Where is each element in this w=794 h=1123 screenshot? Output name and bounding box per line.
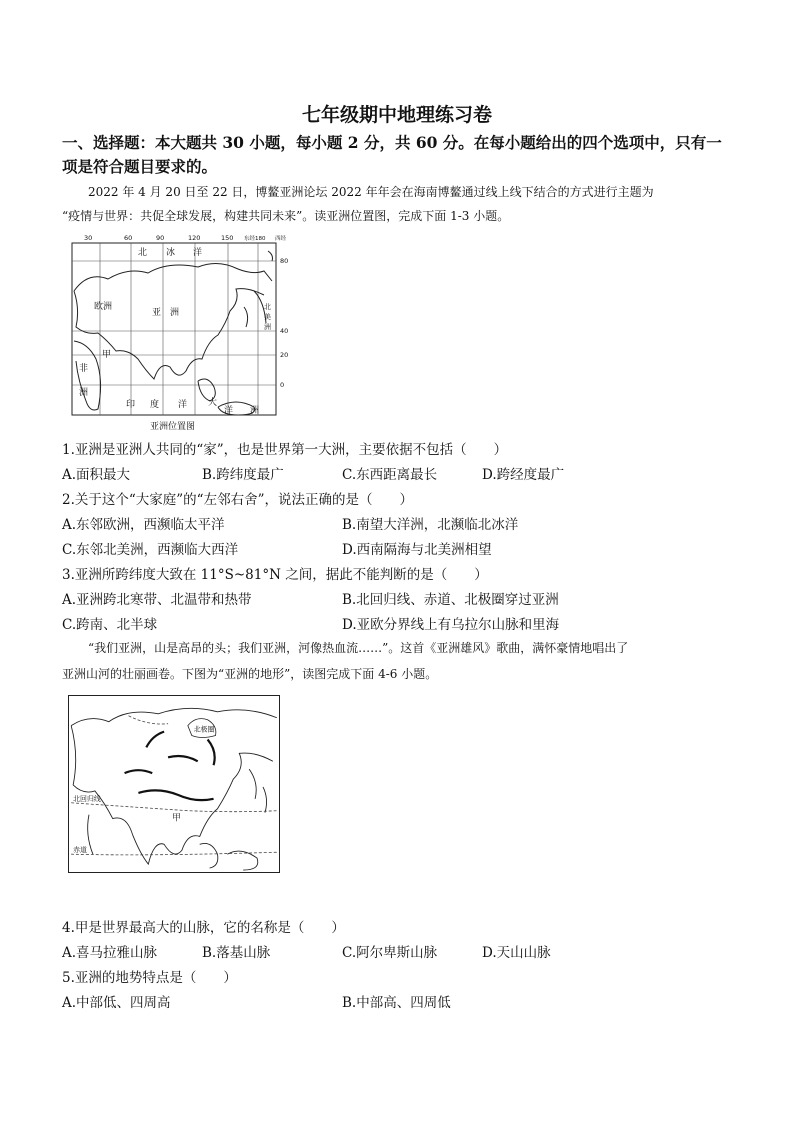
page-title: 七年级期中地理练习卷 (301, 104, 492, 126)
map1-tick-right-4: 0 (280, 381, 285, 389)
question-4-option-d: D.天山山脉 (482, 945, 551, 961)
map1-tick-right-2: 40 (280, 327, 289, 335)
map2-label-tropic: 北回归线 (73, 794, 101, 803)
map1-tick-top-1: 30 (84, 234, 93, 242)
map1-label-europe: 欧洲 (94, 302, 113, 312)
map1-label-io-2: 度 (150, 400, 160, 410)
passage2-line1: “我们亚洲，山是高昂的头；我们亚洲，河像热血流……”。这首《亚洲雄风》歌曲，满怀豪情地唱出了 (88, 641, 629, 655)
passage1-line2: “疫情与世界：共促全球发展，构建共同未来”。读亚洲位置图，完成下面 1-3 小题。 (62, 209, 510, 223)
section-heading-line1: 一、选择题：本大题共 30 小题，每小题 2 分，共 60 分。在每小题给出的四个选项中，只有一 (62, 133, 722, 152)
map1-label-jia: 甲 (102, 350, 112, 360)
question-4-option-c: C.阿尔卑斯山脉 (342, 945, 438, 961)
question-3-option-a: A.亚洲跨北寒带、北温带和热带 (62, 592, 252, 608)
question-1-option-c: C.东西距离最长 (342, 467, 438, 483)
map1-tick-top-7: 西经 (275, 236, 287, 242)
question-2-option-a: A.东邻欧洲，西濒临太平洋 (62, 517, 225, 533)
section-heading-line2: 项是符合题目要求的。 (62, 157, 218, 176)
map1-label-north: 北 (138, 248, 148, 258)
map1-label-yang: 洋 (193, 248, 203, 258)
map1-tick-right-1: 80 (280, 257, 289, 265)
question-4-option-a: A.喜马拉雅山脉 (62, 945, 158, 961)
map2-label-equator: 赤道 (73, 846, 87, 855)
passage1-line1: 2022 年 4 月 20 日至 22 日，博鳌亚洲论坛 2022 年年会在海南博鳌通过线上线下结合的方式进行主题为 (88, 185, 654, 199)
map1-label-africa-2: 洲 (79, 388, 89, 398)
question-5-stem: 5.亚洲的地势特点是（ ） (62, 970, 237, 986)
map1-label-africa-1: 非 (79, 364, 89, 374)
map2-label-arctic-circle: 北极圈 (193, 725, 215, 734)
map1-label-bing: 冰 (166, 248, 176, 258)
question-2-option-b: B.南望大洋洲，北濒临北冰洋 (342, 517, 519, 533)
asia-location-map (68, 231, 300, 419)
question-2-option-c: C.东邻北美洲，西濒临大西洋 (62, 542, 239, 558)
map1-label-na-1: 北 (264, 303, 271, 311)
map1-label-oc-3: 洲 (250, 406, 260, 416)
map1-label-asia: 亚 洲 (152, 308, 180, 318)
map1-tick-top-2: 60 (124, 234, 133, 242)
question-4-option-b: B.落基山脉 (202, 945, 271, 961)
map1-tick-top-4: 120 (188, 234, 201, 242)
question-3-option-b: B.北回归线、赤道、北极圈穿过亚洲 (342, 592, 559, 608)
asia-terrain-map (68, 695, 280, 873)
passage2-line2: 亚洲山河的壮丽画卷。下图为“亚洲的地形”，读图完成下面 4-6 小题。 (62, 667, 438, 681)
question-4-stem: 4.甲是世界最高大的山脉，它的名称是（ ） (62, 920, 345, 936)
map1-tick-top-6: 东经180 (244, 236, 266, 242)
question-1-stem: 1.亚洲是亚洲人共同的“家”，也是世界第一大洲，主要依据不包括（ ） (62, 442, 508, 458)
question-1-option-d: D.跨经度最广 (482, 467, 565, 483)
map1-tick-top-3: 90 (156, 234, 165, 242)
question-3-stem: 3.亚洲所跨纬度大致在 11°S~81°N 之间，据此不能判断的是（ ） (62, 567, 488, 583)
map1-tick-right-3: 20 (280, 351, 289, 359)
map1-label-io-1: 印 (126, 400, 136, 410)
question-5-option-a: A.中部低、四周高 (62, 995, 171, 1011)
map1-caption: 亚洲位置图 (150, 422, 196, 432)
map1-tick-top-5: 150 (221, 234, 234, 242)
question-3-option-d: D.亚欧分界线上有乌拉尔山脉和里海 (342, 617, 560, 633)
map1-label-na-3: 洲 (264, 323, 271, 331)
map1-label-io-3: 洋 (178, 400, 188, 410)
map2-label-jia: 甲 (172, 813, 181, 824)
map1-label-oc-1: 大 (208, 398, 218, 408)
question-1-option-a: A.面积最大 (62, 467, 131, 483)
question-5-option-b: B.中部高、四周低 (342, 995, 451, 1011)
map1-label-na-2: 美 (264, 313, 271, 321)
question-2-stem: 2.关于这个“大家庭”的“左邻右舍”，说法正确的是（ ） (62, 492, 413, 508)
question-1-option-b: B.跨纬度最广 (202, 467, 284, 483)
map1-label-oc-2: 洋 (224, 406, 234, 416)
question-2-option-d: D.西南隔海与北美洲相望 (342, 542, 492, 558)
question-3-option-c: C.跨南、北半球 (62, 617, 158, 633)
